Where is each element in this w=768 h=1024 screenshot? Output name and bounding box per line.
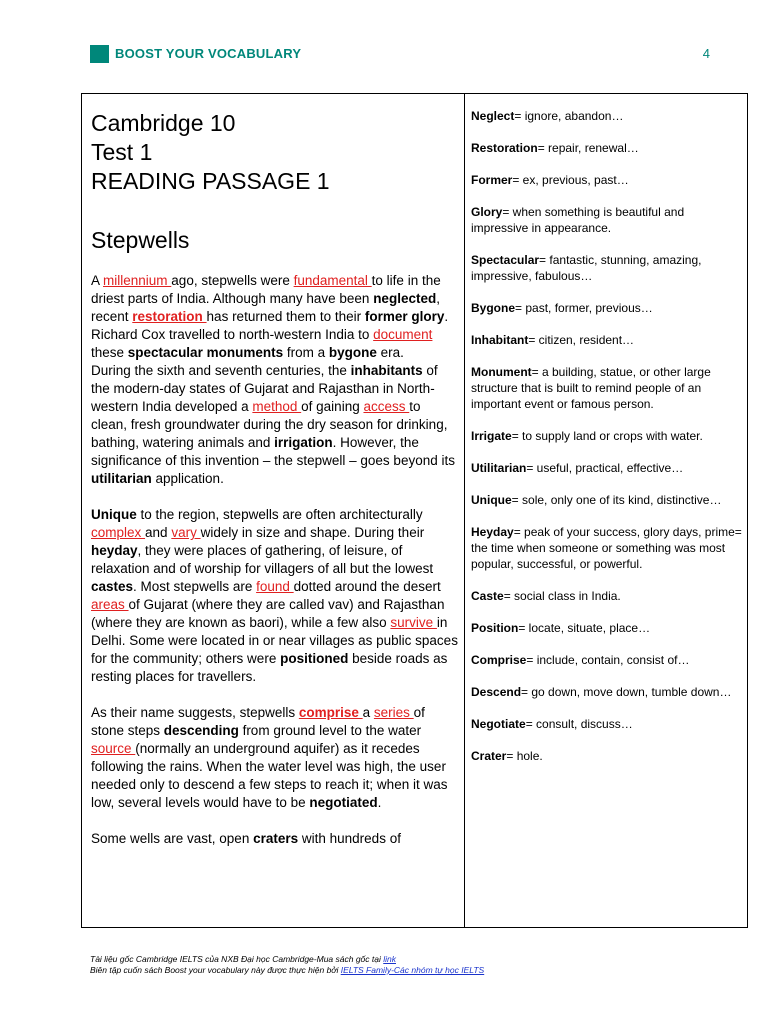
passage-text: former glory bbox=[364, 309, 445, 324]
passage-text: inhabitants bbox=[350, 363, 423, 378]
passage-text: from a bbox=[283, 345, 329, 360]
glossary-term: Former bbox=[471, 173, 513, 187]
glossary-entry bbox=[471, 252, 743, 284]
page-number: 4 bbox=[702, 46, 710, 61]
glossary-term: Utilitarian bbox=[471, 461, 527, 475]
passage-text: spectacular monuments bbox=[127, 345, 284, 360]
passage-text: has returned them to their bbox=[206, 309, 365, 324]
passage-text: bygone bbox=[328, 345, 377, 360]
footer-text-1: Tài liệu gốc Cambridge IELTS của NXB Đại học Cambridge-Mua sách gốc tại bbox=[90, 954, 384, 964]
glossary-term: Caste bbox=[471, 589, 504, 603]
vocab-highlight: method bbox=[252, 399, 302, 414]
glossary-term: Negotiate bbox=[471, 717, 526, 731]
glossary-definition: = to supply land or crops with water. bbox=[511, 429, 703, 443]
glossary-term: Descend bbox=[471, 685, 522, 699]
passage-text: and bbox=[145, 525, 172, 540]
glossary-definition: = ex, previous, past… bbox=[512, 173, 629, 187]
glossary-term: Bygone bbox=[471, 301, 516, 315]
glossary-definition: = sole, only one of its kind, distinctive… bbox=[511, 493, 722, 507]
glossary-entry bbox=[471, 108, 743, 124]
passage-text: with hundreds of bbox=[298, 831, 401, 846]
passage-body bbox=[91, 272, 459, 848]
passage-text: beside roads as resting places for travellers. bbox=[91, 651, 448, 684]
footer-link-1[interactable]: link bbox=[383, 954, 396, 964]
vocab-highlight: access bbox=[363, 399, 410, 414]
passage-text: . bbox=[377, 795, 382, 810]
glossary-entry bbox=[471, 652, 743, 668]
glossary-term: Unique bbox=[471, 493, 512, 507]
vocab-highlight: fundamental bbox=[293, 273, 372, 288]
title-line: Cambridge 10 bbox=[91, 110, 236, 136]
passage-text: to clean, fresh groundwater during the dry season for drinking, bathing, watering animals and bbox=[91, 399, 448, 450]
passage-text: Some wells are vast, open bbox=[91, 831, 254, 846]
passage-title bbox=[91, 109, 459, 196]
passage-text: utilitarian bbox=[91, 471, 152, 486]
header-square-icon bbox=[90, 45, 109, 63]
glossary-definition: = repair, renewal… bbox=[537, 141, 639, 155]
glossary-entry bbox=[471, 620, 743, 636]
vocab-highlight: series bbox=[373, 705, 414, 720]
passage-paragraph bbox=[91, 362, 459, 488]
passage-text: , recent bbox=[91, 291, 440, 324]
glossary-definition: = social class in India. bbox=[503, 589, 621, 603]
passage-text: to the region, stepwells are often architecturally bbox=[136, 507, 423, 522]
glossary-entry bbox=[471, 524, 743, 572]
glossary-definition: = locate, situate, place… bbox=[518, 621, 651, 635]
glossary-definition: = consult, discuss… bbox=[525, 717, 633, 731]
passage-text: . However, the significance of this invention – the stepwell – goes beyond its bbox=[91, 435, 455, 468]
content-table bbox=[81, 93, 748, 928]
vocab-highlight: areas bbox=[91, 597, 129, 612]
vocab-highlight: document bbox=[373, 327, 433, 342]
glossary-entry bbox=[471, 588, 743, 604]
glossary-definition: = when something is beautiful and impressive in appearance. bbox=[471, 205, 685, 235]
passage-text: of gaining bbox=[301, 399, 364, 414]
glossary-entry bbox=[471, 204, 743, 236]
glossary-definition: = ignore, abandon… bbox=[514, 109, 624, 123]
glossary-term: Heyday bbox=[471, 525, 514, 539]
glossary-entry bbox=[471, 300, 743, 316]
vocab-highlight: millennium bbox=[103, 273, 172, 288]
vocab-highlight: restoration bbox=[132, 309, 207, 324]
glossary-term: Monument bbox=[471, 365, 532, 379]
glossary-term: Position bbox=[471, 621, 519, 635]
glossary-term: Restoration bbox=[471, 141, 538, 155]
passage-text: to life in the driest parts of India. Although many have been bbox=[91, 273, 441, 306]
passage-text: ago, stepwells were bbox=[171, 273, 294, 288]
passage-text: application. bbox=[151, 471, 224, 486]
passage-text: widely in size and shape. During their bbox=[200, 525, 425, 540]
glossary-definition: = useful, practical, effective… bbox=[526, 461, 684, 475]
glossary-entry bbox=[471, 428, 743, 444]
passage-text: , they were places of gathering, of leisure, of relaxation and of worship for villagers of all but the lowest bbox=[91, 543, 434, 576]
glossary-definition: = go down, move down, tumble down… bbox=[521, 685, 732, 699]
passage-text: Unique bbox=[91, 507, 137, 522]
glossary-term: Comprise bbox=[471, 653, 527, 667]
passage-text: castes bbox=[91, 579, 134, 594]
title-line: Test 1 bbox=[91, 139, 153, 165]
footer-link-2[interactable]: IELTS Family-Các nhóm tự học IELTS bbox=[340, 965, 485, 975]
page-header bbox=[90, 45, 710, 65]
glossary-entry bbox=[471, 716, 743, 732]
passage-text: irrigation bbox=[274, 435, 333, 450]
passage-paragraph bbox=[91, 704, 459, 812]
passage-text: As their name suggests, stepwells bbox=[91, 705, 299, 720]
glossary-definition: = citizen, resident… bbox=[528, 333, 635, 347]
passage-text: craters bbox=[253, 831, 299, 846]
header-title: BOOST YOUR VOCABULARY bbox=[115, 46, 302, 61]
passage-paragraph bbox=[91, 506, 459, 686]
vocab-highlight: complex bbox=[91, 525, 146, 540]
glossary-entry bbox=[471, 492, 743, 508]
passage-text: During the sixth and seventh centuries, the bbox=[91, 363, 351, 378]
glossary-entry bbox=[471, 684, 743, 700]
glossary-term: Spectacular bbox=[471, 253, 540, 267]
passage-text: a bbox=[362, 705, 374, 720]
vocab-highlight: found bbox=[256, 579, 294, 594]
glossary-entry bbox=[471, 460, 743, 476]
passage-text: descending bbox=[163, 723, 239, 738]
passage-text: these bbox=[91, 345, 128, 360]
passage-text: of the modern-day states of Gujarat and Rajasthan in North-western India developed a bbox=[91, 363, 438, 414]
glossary-term: Neglect bbox=[471, 109, 515, 123]
passage-paragraph bbox=[91, 272, 459, 362]
passage-text: from ground level to the water bbox=[238, 723, 422, 738]
passage-text: . Most stepwells are bbox=[133, 579, 257, 594]
passage-text: in Delhi. Some were located in or near villages as public spaces for the community; others were bbox=[91, 615, 458, 666]
column-divider bbox=[464, 94, 465, 927]
passage-text: heyday bbox=[91, 543, 138, 558]
glossary-definition: = a building, statue, or other large structure that is built to remind people of an important event or famous person. bbox=[471, 365, 711, 411]
passage-text: of stone steps bbox=[91, 705, 425, 738]
vocab-highlight: source bbox=[91, 741, 136, 756]
passage-column bbox=[91, 109, 459, 848]
passage-text: . Richard Cox travelled to north-western India to bbox=[91, 309, 449, 342]
passage-text: of Gujarat (where they are called vav) and Rajasthan (where they are known as baori), while a few also bbox=[91, 597, 445, 630]
glossary-term: Irrigate bbox=[471, 429, 512, 443]
passage-paragraph bbox=[91, 830, 459, 848]
glossary-definition: = past, former, previous… bbox=[515, 301, 653, 315]
glossary-term: Inhabitant bbox=[471, 333, 529, 347]
passage-text: neglected bbox=[373, 291, 437, 306]
page-footer bbox=[90, 954, 484, 976]
footer-line-1 bbox=[90, 954, 484, 965]
footer-text-2: Biên tập cuốn sách Boost your vocabulary này được thực hiện bởi bbox=[90, 965, 341, 975]
glossary-column bbox=[471, 108, 743, 780]
passage-text: positioned bbox=[280, 651, 349, 666]
glossary-definition: = include, contain, consist of… bbox=[526, 653, 690, 667]
glossary-entry bbox=[471, 140, 743, 156]
glossary-entry bbox=[471, 364, 743, 412]
vocab-highlight: survive bbox=[390, 615, 437, 630]
passage-text: (normally an underground aquifer) as it recedes following the rains. When the water level was high, the user needed only to descend a few steps to reach it; when it was low, several levels would have to be bbox=[91, 741, 448, 810]
glossary-definition: = peak of your success, glory days, prime= the time when someone or something was most popular, successful, or powerful. bbox=[471, 525, 742, 571]
glossary-entry bbox=[471, 332, 743, 348]
glossary-term: Glory bbox=[471, 205, 503, 219]
glossary-entry bbox=[471, 748, 743, 764]
glossary-entry bbox=[471, 172, 743, 188]
footer-line-2 bbox=[90, 965, 484, 976]
glossary-term: Crater bbox=[471, 749, 507, 763]
section-title: Stepwells bbox=[91, 227, 190, 253]
title-line: READING PASSAGE 1 bbox=[91, 168, 330, 194]
passage-text: A bbox=[91, 273, 104, 288]
passage-text: era. bbox=[376, 345, 404, 360]
passage-text: dotted around the desert bbox=[293, 579, 441, 594]
vocab-highlight: comprise bbox=[298, 705, 363, 720]
passage-text: negotiated bbox=[309, 795, 378, 810]
glossary-definition: = hole. bbox=[506, 749, 543, 763]
vocab-highlight: vary bbox=[171, 525, 201, 540]
glossary-definition: = fantastic, stunning, amazing, impressive, fabulous… bbox=[471, 253, 702, 283]
